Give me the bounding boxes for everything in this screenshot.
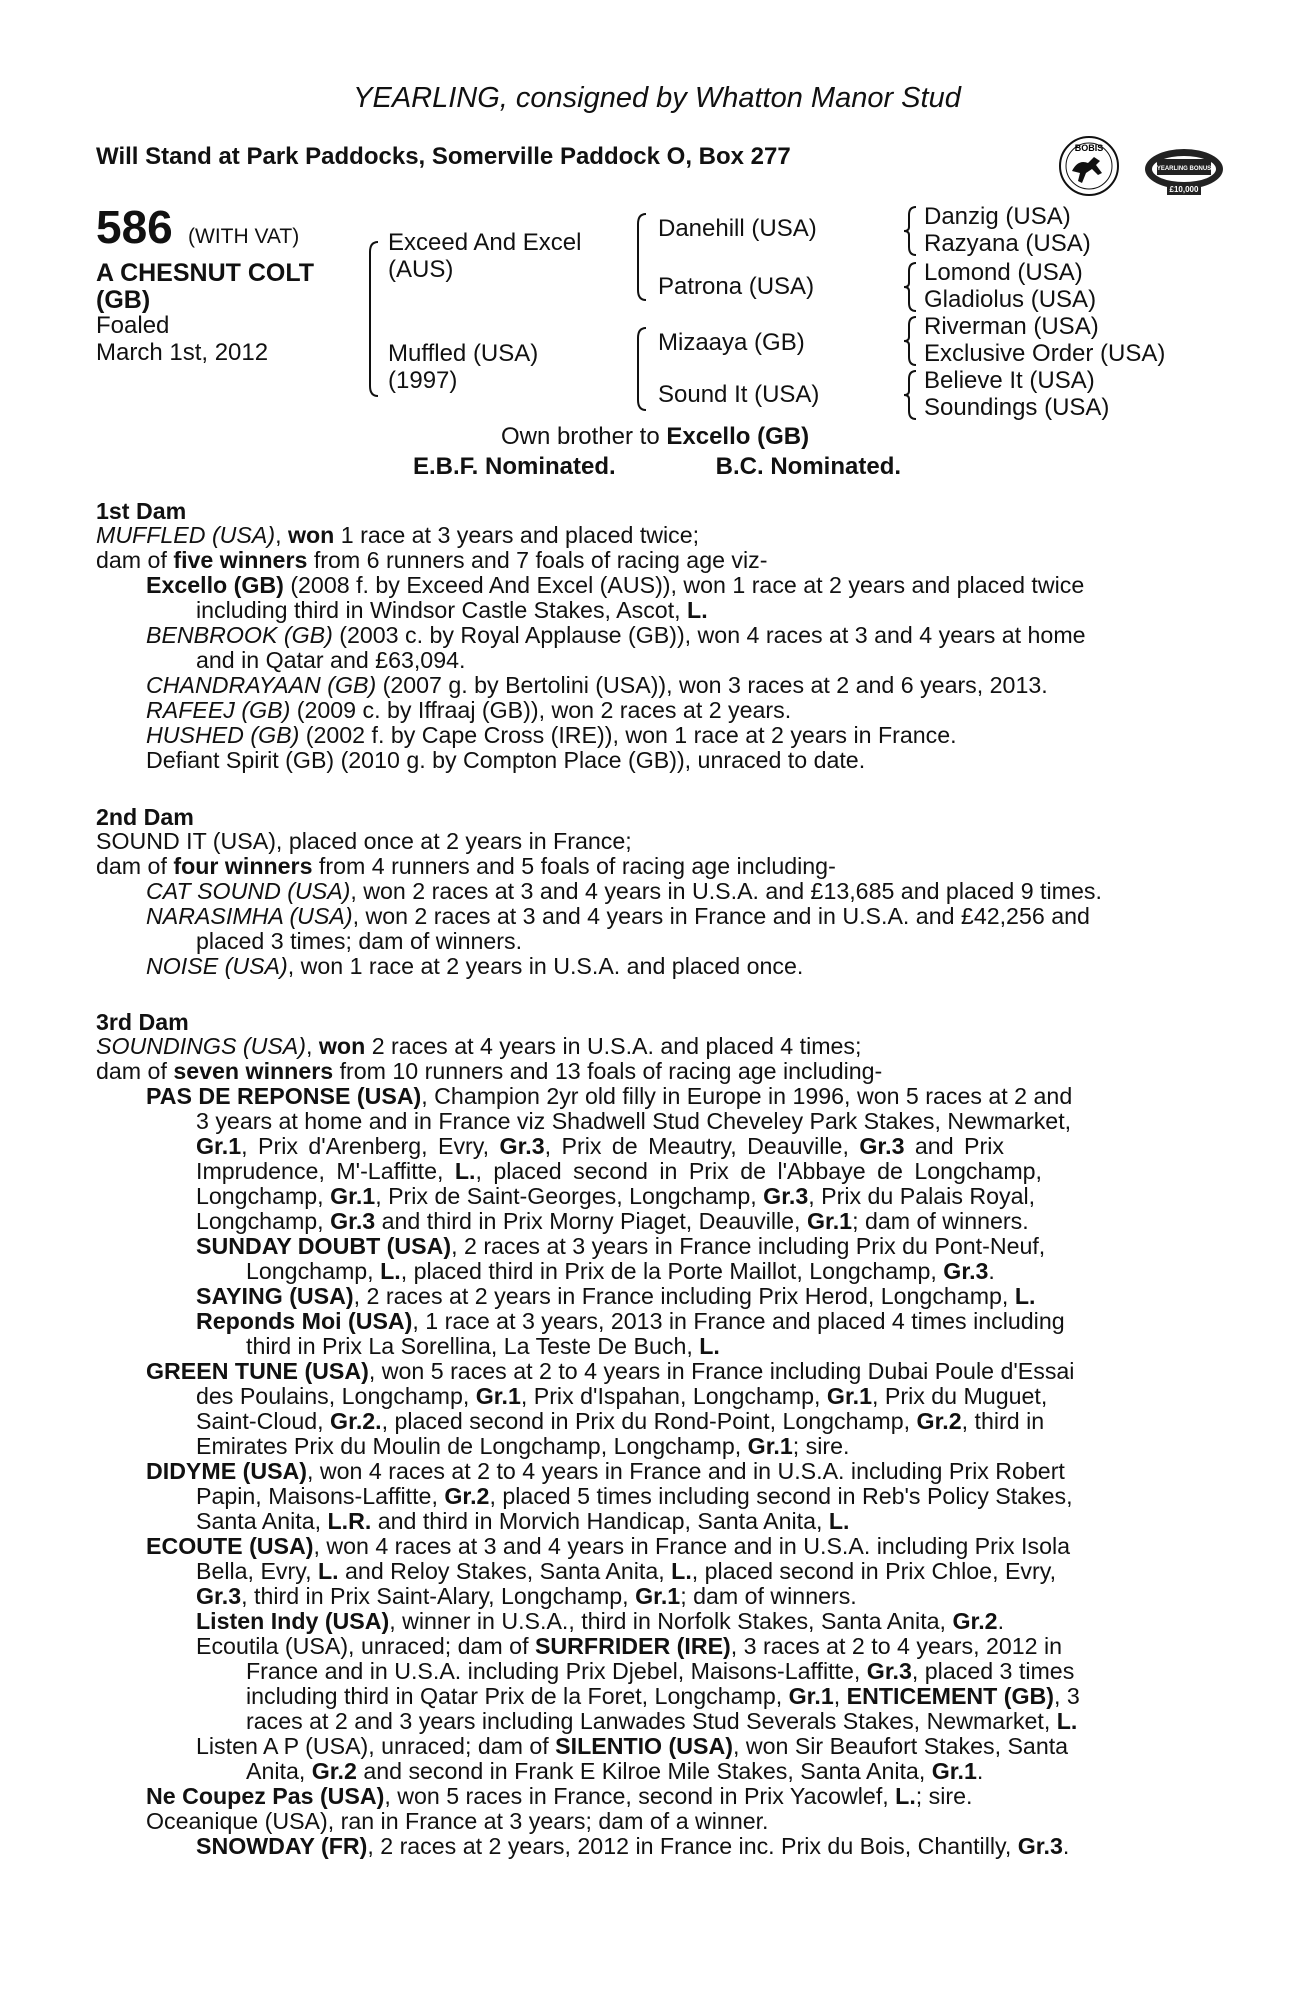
ancestor-name: Gladiolus (USA) — [924, 286, 1097, 313]
racing-post-bonus-icon — [1143, 145, 1225, 201]
text-line: races at 2 and 3 years including Lanwades Stud Severals Stakes, Newmarket, L. — [246, 1708, 1078, 1734]
text-line: Longchamp, L., placed third in Prix de la Porte Maillot, Longchamp, Gr.3. — [246, 1258, 995, 1284]
text-line: including third in Qatar Prix de la Foret, Longchamp, Gr.1, ENTICEMENT (GB), 3 — [246, 1683, 1080, 1709]
text-line: Listen Indy (USA), winner in U.S.A., third in Norfolk Stakes, Santa Anita, Gr.2. — [196, 1608, 1005, 1634]
horse-description: A CHESNUT COLT — [96, 259, 315, 287]
bobis-logo-icon — [1058, 135, 1120, 197]
text-line: Reponds Moi (USA), 1 race at 3 years, 2013 in France and placed 4 times including — [196, 1308, 1065, 1334]
text-line: SOUNDINGS (USA), won 2 races at 4 years in U.S.A. and placed 4 times; — [96, 1033, 862, 1059]
text-line: SOUND IT (USA), placed once at 2 years in France; — [96, 828, 632, 854]
text-line: HUSHED (GB) (2002 f. by Cape Cross (IRE)), won 1 race at 2 years in France. — [146, 722, 957, 748]
text-line: CAT SOUND (USA), won 2 races at 3 and 4 years in U.S.A. and £13,685 and placed 9 times. — [146, 878, 1102, 904]
ancestor-name: Believe It (USA) — [924, 367, 1095, 394]
text-line: Anita, Gr.2 and second in Frank E Kilroe Mile Stakes, Santa Anita, Gr.1. — [246, 1758, 984, 1784]
text-line: NARASIMHA (USA), won 2 races at 3 and 4 years in France and in U.S.A. and £42,256 and — [146, 903, 1090, 929]
svg-text:£10,000: £10,000 — [1169, 185, 1199, 194]
pedigree-bracket — [902, 315, 918, 367]
sire-country: (AUS) — [388, 256, 454, 283]
dam-year: (1997) — [388, 367, 458, 394]
ancestor-name: Exclusive Order (USA) — [924, 340, 1166, 367]
dam-dam: Sound It (USA) — [658, 381, 820, 408]
third-dam-section — [96, 1034, 1080, 1859]
section-heading: 3rd Dam — [96, 1009, 189, 1035]
text-line: CHANDRAYAAN (GB) (2007 g. by Bertolini (USA)), won 3 races at 2 and 6 years, 2013. — [146, 672, 1048, 698]
text-line: Oceanique (USA), ran in France at 3 years; dam of a winner. — [146, 1808, 769, 1834]
text-line: Listen A P (USA), unraced; dam of SILENTIO (USA), won Sir Beaufort Stakes, Santa — [196, 1733, 1069, 1759]
text-line: RAFEEJ (GB) (2009 c. by Iffraaj (GB)), won 2 races at 2 years. — [146, 697, 792, 723]
text-line: des Poulains, Longchamp, Gr.1, Prix d'Ispahan, Longchamp, Gr.1, Prix du Muguet, — [196, 1383, 1048, 1409]
own-brother-label: Own brother to — [500, 423, 667, 450]
ancestor-name: Danzig (USA) — [924, 203, 1071, 230]
sire-dam: Patrona (USA) — [658, 273, 815, 300]
text-line: PAS DE REPONSE (USA), Champion 2yr old filly in Europe in 1996, won 5 races at 2 and — [146, 1083, 1073, 1109]
text-line: Gr.1, Prix d'Arenberg, Evry, Gr.3, Prix de Meautry, Deauville, Gr.3 and Prix — [196, 1133, 1004, 1159]
pedigree-bracket — [902, 369, 918, 421]
lot-number: 586 — [96, 201, 173, 253]
second-dam-section — [96, 829, 1102, 979]
bc-nomination: B.C. Nominated. — [715, 453, 902, 480]
text-line: Gr.3, third in Prix Saint-Alary, Longchamp, Gr.1; dam of winners. — [196, 1583, 857, 1609]
stand-location: Will Stand at Park Paddocks, Somerville Paddock O, Box 277 — [96, 143, 791, 170]
text-line: ECOUTE (USA), won 4 races at 3 and 4 years in France and in U.S.A. including Prix Isola — [146, 1533, 1071, 1559]
own-brother-name: Excello (GB) — [666, 423, 810, 450]
sire-name: Exceed And Excel — [388, 229, 582, 256]
pedigree-bracket — [366, 240, 382, 398]
text-line: 3 years at home and in France viz Shadwell Stud Cheveley Park Stakes, Newmarket, — [196, 1108, 1072, 1134]
svg-text:YEARLING BONUS: YEARLING BONUS — [1156, 166, 1212, 172]
pedigree-bracket — [634, 212, 650, 302]
foaled-label: Foaled — [96, 312, 170, 339]
section-heading: 2nd Dam — [96, 804, 194, 830]
text-line: including third in Windsor Castle Stakes, Ascot, L. — [196, 597, 708, 623]
text-line: Longchamp, Gr.3 and third in Prix Morny Piaget, Deauville, Gr.1; dam of winners. — [196, 1208, 1029, 1234]
pedigree-bracket — [902, 261, 918, 313]
pedigree-bracket — [634, 326, 650, 412]
dam-sire: Mizaaya (GB) — [658, 329, 805, 356]
text-line: dam of five winners from 6 runners and 7 foals of racing age viz- — [96, 547, 768, 573]
text-line: Excello (GB) (2008 f. by Exceed And Excel (AUS)), won 1 race at 2 years and placed twice — [146, 572, 1085, 598]
text-line: Imprudence, M'-Laffitte, L., placed second in Prix de l'Abbaye de Longchamp, — [196, 1158, 1042, 1184]
text-line: and in Qatar and £63,094. — [196, 647, 466, 673]
catalogue-subtitle: YEARLING, consigned by Whatton Manor Stud — [353, 82, 961, 114]
ancestor-name: Soundings (USA) — [924, 394, 1110, 421]
text-line: SNOWDAY (FR), 2 races at 2 years, 2012 in France inc. Prix du Bois, Chantilly, Gr.3. — [196, 1833, 1070, 1859]
text-line: SAYING (USA), 2 races at 2 years in France including Prix Herod, Longchamp, L. — [196, 1283, 1036, 1309]
vat-note: (WITH VAT) — [188, 225, 300, 248]
text-line: Ne Coupez Pas (USA), won 5 races in France, second in Prix Yacowlef, L.; sire. — [146, 1783, 973, 1809]
text-line: Bella, Evry, L. and Reloy Stakes, Santa Anita, L., placed second in Prix Chloe, Evry, — [196, 1558, 1057, 1584]
text-line: SUNDAY DOUBT (USA), 2 races at 3 years in France including Prix du Pont-Neuf, — [196, 1233, 1046, 1259]
first-dam-section — [96, 523, 1086, 773]
text-line: third in Prix La Sorellina, La Teste De Buch, L. — [246, 1333, 720, 1359]
pedigree-footer — [0, 423, 1314, 481]
text-line: Papin, Maisons-Laffitte, Gr.2, placed 5 times including second in Reb's Policy Stakes, — [196, 1483, 1073, 1509]
text-line: dam of four winners from 4 runners and 5 foals of racing age including- — [96, 853, 836, 879]
text-line: MUFFLED (USA), won 1 race at 3 years and placed twice; — [96, 522, 700, 548]
text-line: NOISE (USA), won 1 race at 2 years in U.S.A. and placed once. — [146, 953, 804, 979]
foaled-date: March 1st, 2012 — [96, 339, 269, 366]
text-line: GREEN TUNE (USA), won 5 races at 2 to 4 years in France including Dubai Poule d'Essai — [146, 1358, 1075, 1384]
text-line: dam of seven winners from 10 runners and 13 foals of racing age including- — [96, 1058, 883, 1084]
horse-country: (GB) — [96, 286, 151, 314]
ebf-nomination: E.B.F. Nominated. — [412, 453, 616, 480]
dam-name: Muffled (USA) — [388, 340, 539, 367]
svg-text:BOBIS: BOBIS — [1074, 143, 1104, 153]
ancestor-name: Lomond (USA) — [924, 259, 1083, 286]
text-line: France and in U.S.A. including Prix Djebel, Maisons-Laffitte, Gr.3, placed 3 times — [246, 1658, 1075, 1684]
pedigree-bracket — [902, 205, 918, 257]
sire-sire: Danehill (USA) — [658, 215, 817, 242]
text-line: BENBROOK (GB) (2003 c. by Royal Applause (GB)), won 4 races at 3 and 4 years at home — [146, 622, 1086, 648]
text-line: Longchamp, Gr.1, Prix de Saint-Georges, Longchamp, Gr.3, Prix du Palais Royal, — [196, 1183, 1036, 1209]
text-line: Ecoutila (USA), unraced; dam of SURFRIDER (IRE), 3 races at 2 to 4 years, 2012 in — [196, 1633, 1063, 1659]
text-line: placed 3 times; dam of winners. — [196, 928, 523, 954]
text-line: Saint-Cloud, Gr.2., placed second in Prix du Rond-Point, Longchamp, Gr.2, third in — [196, 1408, 1045, 1434]
text-line: DIDYME (USA), won 4 races at 2 to 4 years in France and in U.S.A. including Prix Robert — [146, 1458, 1065, 1484]
text-line: Emirates Prix du Moulin de Longchamp, Longchamp, Gr.1; sire. — [196, 1433, 850, 1459]
section-heading: 1st Dam — [96, 498, 187, 524]
ancestor-name: Razyana (USA) — [924, 230, 1091, 257]
ancestor-name: Riverman (USA) — [924, 313, 1099, 340]
text-line: Defiant Spirit (GB) (2010 g. by Compton Place (GB)), unraced to date. — [146, 747, 866, 773]
text-line: Santa Anita, L.R. and third in Morvich Handicap, Santa Anita, L. — [196, 1508, 850, 1534]
